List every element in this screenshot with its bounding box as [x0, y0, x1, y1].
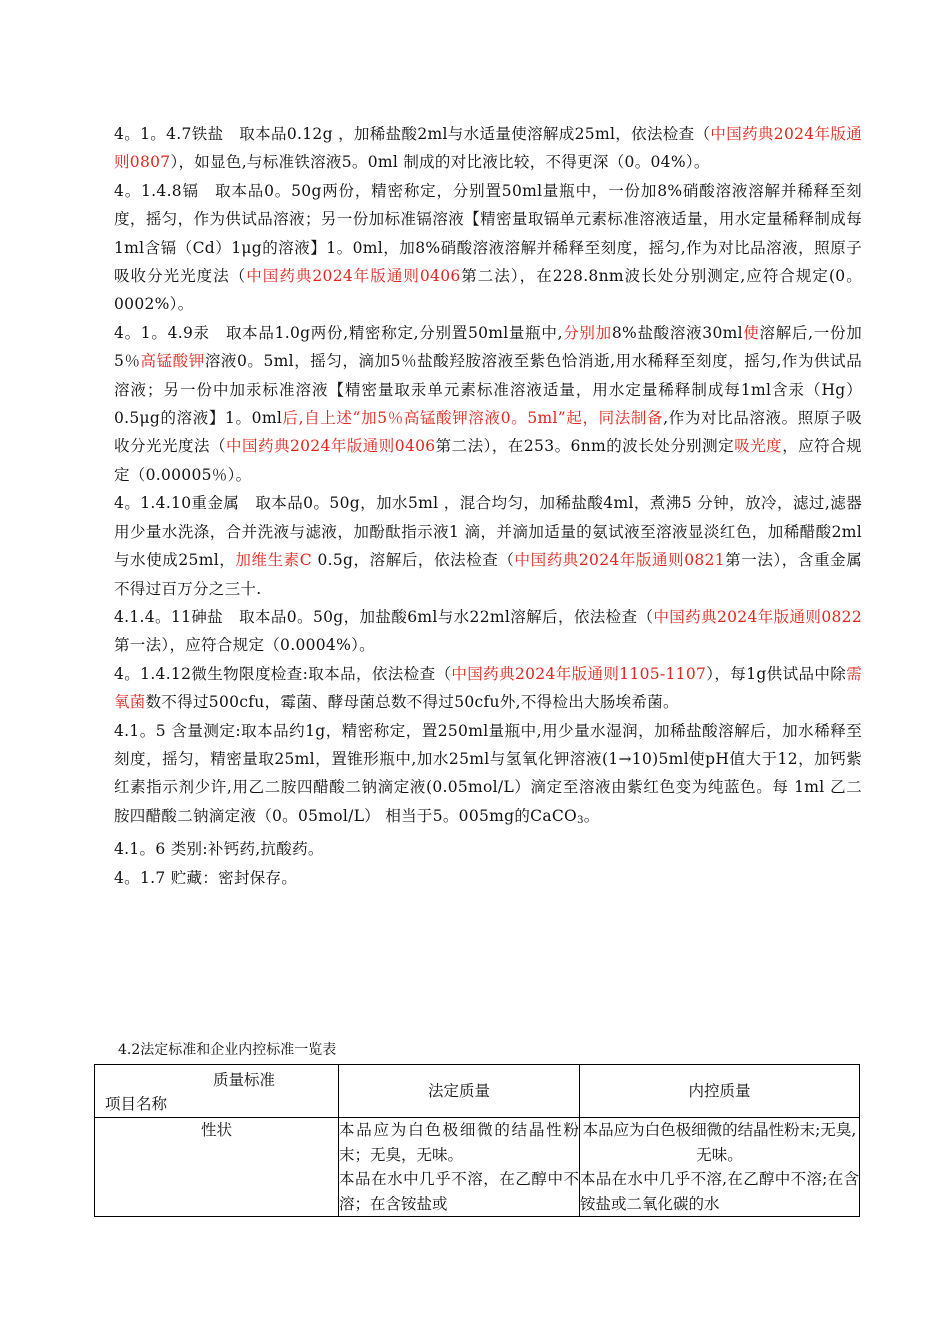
header-corner-cell	[95, 1065, 339, 1118]
paragraph-storage: 4。1.7 贮藏：密封保存。	[114, 868, 298, 887]
paragraph-category: 4.1。6 类别:补钙药,抗酸药。	[114, 840, 324, 859]
paragraph-mercury: 4。1。4.9汞 取本品1.0g两份,精密称定,分别置50ml量瓶中,分别加8%盐酸溶液30ml使溶解后,一份加5％高锰酸钾溶液0。5ml，摇匀，滴加5％盐酸羟胺溶液至紫色恰消逝,用水稀释至刻度，摇匀,作为供试品溶液；另一份中加汞标准溶液【精密量取汞单元素标准溶液适量，用水定量稀释制成每1ml含汞（Hg）0.5μg的溶液】1。0ml后,自上述“加5％高锰酸钾溶液0。5ml”起，同法制备,作为对比品溶液。照原子吸收分光光度法（中国药典2024年版通则0406第二法），在253。6nm的波长处分别测定吸光度，应符合规定（0.00005％）。	[114, 323, 863, 484]
paragraph-cadmium: 4。1.4.8镉 取本品0。50g两份，精密称定，分别置50ml量瓶中，一份加8%硝酸溶液溶解并稀释至刻度，摇匀，作为供试品溶液；另一份加标准镉溶液【精密量取镉单元素标准溶液适量，用水定量稀释制成每1ml含镉（Cd）1μg的溶液】1。0ml，加8%硝酸溶液溶解并稀释至刻度，摇匀,作为对比品溶液，照原子吸收分光光度法（中国药典2024年版通则0406第二法），在228.8nm波长处分别测定,应符合规定(0。0002%）。	[114, 181, 862, 314]
row-internal-value	[580, 1118, 860, 1217]
header-internal-quality: 内控质量	[580, 1065, 860, 1118]
document-body	[114, 120, 862, 892]
row-internal-solubility: 本品在水中几乎不溶,在乙醇中不溶;在含铵盐或二氧化碳的水	[580, 1170, 859, 1213]
table-header-row	[95, 1065, 860, 1118]
row-internal-appearance: 本品应为白色极细微的结晶性粉末;无臭,无味。	[582, 1121, 857, 1164]
paragraph-heavy-metals: 4。1.4.10重金属 取本品0。50g，加水5ml ，混合均匀，加稀盐酸4ml，煮沸5 分钟，放冷，滤过,滤器用少量水洗涤，合并洗液与滤液，加酚酞指示液1 滴，并滴加适量的氨试液至溶液显淡红色，加稀醋酸2ml与水使成25ml，加维生素C 0.5g，溶解后，依法检查（中国药典2024年版通则0821第一法），含重金属不得过百万分之三十.	[114, 494, 862, 598]
table-caption: 4.2法定标准和企业内控标准一览表	[118, 1042, 337, 1058]
paragraph-assay: 4.1。5 含量测定:取本品约1g，精密称定，置250ml量瓶中,用少量水湿润，加稀盐酸溶解后，加水稀释至刻度，摇匀，精密量取25ml，置锥形瓶中,加水25ml与氢氧化钾溶液(1→10)5ml使pH值大于12，加钙紫红素指示剂少许,用乙二胺四醋酸二钠滴定液(0.05mol/L）滴定至溶液由紫红色变为纯蓝色。每 1ml 乙二胺四醋酸二钠滴定液（0。05mol/L） 相当于5。005mg的CaCO$_3$。	[114, 721, 862, 826]
table-row	[95, 1118, 860, 1217]
header-item-name: 项目名称	[105, 1095, 168, 1113]
row-legal-value: 本品应为白色极细微的结晶性粉末；无臭，无味。 本品在水中几乎不溶，在乙醇中不溶；在含铵盐或	[339, 1118, 580, 1217]
paragraph-arsenic: 4.1.4。11砷盐 取本品0。50g，加盐酸6ml与水22ml溶解后，依法检查（中国药典2024年版通则0822第一法），应符合规定（0.0004%）。	[114, 607, 862, 655]
paragraph-iron-salt: 4。1。4.7铁盐 取本品0.12g ，加稀盐酸2ml与水适量使溶解成25ml，依法检查（中国药典2024年版通则0807），如显色,与标准铁溶液5。0ml 制成的对比液比较，不得更深（0。04%）。	[114, 125, 862, 172]
standards-table	[94, 1064, 860, 1217]
row-item-name: 性状	[95, 1118, 339, 1217]
header-legal-quality: 法定质量	[339, 1065, 580, 1118]
header-quality-standard: 质量标准	[213, 1071, 276, 1089]
paragraph-microbial-limit: 4。1.4.12微生物限度检查:取本品，依法检查（中国药典2024年版通则1105-1107），每1g供试品中除需氧菌数不得过500cfu，霉菌、酵母菌总数不得过50cfu外,不得检出大肠埃希菌。	[114, 664, 862, 712]
